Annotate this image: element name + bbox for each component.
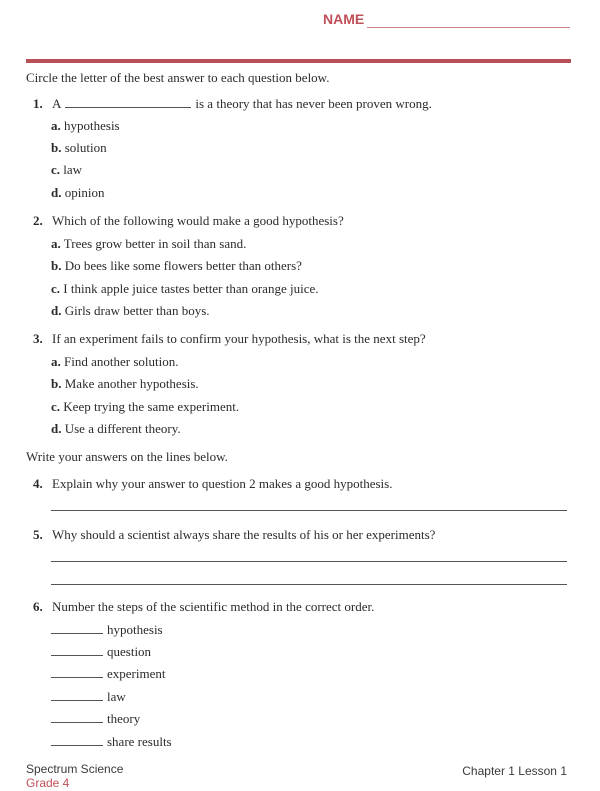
- q5-answer-line-1[interactable]: [51, 561, 567, 562]
- q6-step-question[interactable]: [51, 644, 151, 660]
- q2-option-a[interactable]: [51, 236, 246, 252]
- question-5: [33, 527, 435, 543]
- option-letter: d.: [51, 303, 62, 318]
- step-blank[interactable]: [51, 712, 103, 723]
- step-label: hypothesis: [107, 622, 163, 637]
- question-2: [33, 213, 344, 229]
- q6-step-share-results[interactable]: [51, 734, 172, 750]
- footer-chapter: Chapter 1 Lesson 1: [462, 764, 567, 778]
- footer-book-title: Spectrum Science: [26, 762, 124, 776]
- option-letter: a.: [51, 354, 61, 369]
- step-blank[interactable]: [51, 645, 103, 656]
- option-text: law: [63, 162, 83, 177]
- step-label: experiment: [107, 666, 166, 681]
- option-text: Find another solution.: [64, 354, 179, 369]
- footer-grade: Grade 4: [26, 776, 70, 790]
- question-6-number: 6.: [33, 599, 43, 614]
- q2-option-c[interactable]: [51, 281, 319, 297]
- question-2-text: Which of the following would make a good hypothesis?: [52, 213, 344, 228]
- option-text: Keep trying the same experiment.: [63, 399, 240, 414]
- q1-option-a[interactable]: [51, 118, 120, 134]
- option-letter: c.: [51, 399, 61, 414]
- q3-option-a[interactable]: [51, 354, 178, 370]
- question-5-text: Why should a scientist always share the results of his or her experiments?: [52, 527, 436, 542]
- q3-option-c[interactable]: [51, 399, 239, 415]
- option-text: Make another hypothesis.: [64, 376, 199, 391]
- question-2-number: 2.: [33, 213, 43, 228]
- q2-option-b[interactable]: [51, 258, 302, 274]
- q1-option-b[interactable]: [51, 140, 107, 156]
- instructions-2: Write your answers on the lines below.: [26, 449, 228, 464]
- q6-step-experiment[interactable]: [51, 666, 165, 682]
- question-1-blank[interactable]: [65, 97, 191, 108]
- option-text: opinion: [64, 185, 105, 200]
- question-1-before: A: [52, 96, 62, 111]
- step-blank[interactable]: [51, 735, 103, 746]
- question-1-after: is a theory that has never been proven wrong.: [195, 96, 432, 111]
- question-6: [33, 599, 374, 615]
- option-letter: d.: [51, 421, 62, 436]
- step-label: question: [107, 644, 152, 659]
- option-text: Girls draw better than boys.: [64, 303, 210, 318]
- q2-option-d[interactable]: [51, 303, 210, 319]
- question-3-number: 3.: [33, 331, 43, 346]
- option-letter: b.: [51, 140, 62, 155]
- option-letter: c.: [51, 162, 61, 177]
- option-text: Trees grow better in soil than sand.: [63, 236, 247, 251]
- option-text: hypothesis: [64, 118, 120, 133]
- step-blank[interactable]: [51, 667, 103, 678]
- q4-answer-line[interactable]: [51, 510, 567, 511]
- step-label: share results: [107, 734, 172, 749]
- step-blank[interactable]: [51, 690, 103, 701]
- q3-option-d[interactable]: [51, 421, 181, 437]
- question-5-number: 5.: [33, 527, 43, 542]
- name-line[interactable]: [367, 27, 570, 28]
- option-letter: d.: [51, 185, 62, 200]
- question-1: [33, 96, 432, 112]
- step-blank[interactable]: [51, 623, 103, 634]
- option-text: Do bees like some flowers better than others?: [64, 258, 302, 273]
- q1-option-d[interactable]: [51, 185, 104, 201]
- question-4-text: Explain why your answer to question 2 makes a good hypothesis.: [52, 476, 393, 491]
- question-4-number: 4.: [33, 476, 43, 491]
- option-letter: a.: [51, 236, 61, 251]
- option-letter: c.: [51, 281, 61, 296]
- option-text: Use a different theory.: [64, 421, 181, 436]
- question-3-text: If an experiment fails to confirm your hypothesis, what is the next step?: [52, 331, 426, 346]
- step-label: law: [107, 689, 126, 704]
- step-label: theory: [107, 711, 141, 726]
- q5-answer-line-2[interactable]: [51, 584, 567, 585]
- option-text: I think apple juice tastes better than orange juice.: [63, 281, 319, 296]
- question-3: [33, 331, 426, 347]
- option-letter: b.: [51, 258, 62, 273]
- instructions: Circle the letter of the best answer to each question below.: [26, 70, 330, 85]
- question-4: [33, 476, 392, 492]
- name-label: NAME: [323, 11, 365, 27]
- option-text: solution: [64, 140, 107, 155]
- question-6-text: Number the steps of the scientific method in the correct order.: [52, 599, 375, 614]
- q6-step-theory[interactable]: [51, 711, 140, 727]
- q3-option-b[interactable]: [51, 376, 199, 392]
- option-letter: a.: [51, 118, 61, 133]
- q1-option-c[interactable]: [51, 162, 82, 178]
- option-letter: b.: [51, 376, 62, 391]
- question-1-number: 1.: [33, 96, 43, 111]
- q6-step-hypothesis[interactable]: [51, 622, 163, 638]
- header-rule: [26, 59, 571, 63]
- q6-step-law[interactable]: [51, 689, 126, 705]
